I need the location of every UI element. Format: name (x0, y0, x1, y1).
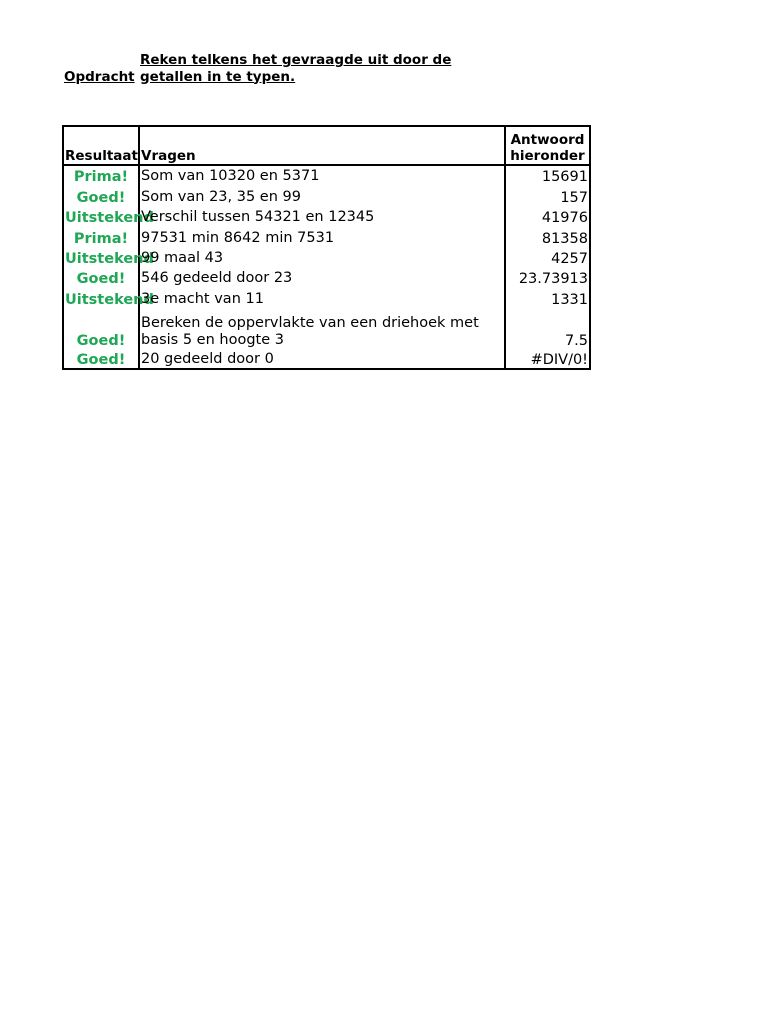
instruction-text: Reken telkens het gevraagde uit door de getallen in te typen. (140, 52, 452, 85)
answer-cell[interactable]: 81358 (505, 226, 590, 246)
header-result: Resultaat (63, 126, 139, 165)
table-header-row (63, 126, 590, 165)
table-row (63, 206, 590, 226)
question-cell: Verschil tussen 54321 en 12345 (141, 209, 375, 226)
result-cell: Goed! (63, 349, 139, 369)
question-cell: Som van 23, 35 en 99 (141, 188, 301, 205)
table-row (63, 308, 590, 349)
answer-cell[interactable]: 4257 (505, 247, 590, 267)
result-cell: Uitstekend (63, 287, 139, 307)
question-cell: 20 gedeeld door 0 (141, 351, 274, 368)
result-cell: Uitstekend (63, 206, 139, 226)
question-cell: 99 maal 43 (141, 249, 224, 266)
answer-cell[interactable]: 41976 (505, 206, 590, 226)
table-row (63, 287, 590, 307)
result-cell: Goed! (63, 185, 139, 205)
table-row (63, 267, 590, 287)
questions-table (62, 125, 591, 370)
answer-cell[interactable]: #DIV/0! (505, 349, 590, 369)
table-row (63, 247, 590, 267)
table-row (63, 226, 590, 246)
answer-cell[interactable]: 23.73913 (505, 267, 590, 287)
result-cell: Goed! (63, 267, 139, 287)
table-row (63, 165, 590, 185)
question-cell: 3e macht van 11 (141, 290, 264, 307)
answer-cell[interactable]: 1331 (505, 287, 590, 307)
answer-cell[interactable]: 7.5 (505, 308, 590, 349)
result-cell: Goed! (63, 308, 139, 349)
answer-cell[interactable]: 157 (505, 185, 590, 205)
answer-cell[interactable]: 15691 (505, 165, 590, 185)
question-cell: Bereken de oppervlakte van een driehoek met basis 5 en hoogte 3 (141, 314, 479, 348)
opdracht-label: Opdracht (64, 69, 135, 85)
question-cell: Som van 10320 en 5371 (141, 168, 320, 185)
result-cell: Uitstekend (63, 247, 139, 267)
header-questions: Vragen (139, 126, 505, 165)
question-cell: 546 gedeeld door 23 (141, 270, 293, 287)
table-row (63, 349, 590, 369)
header-answer: Antwoord hieronder (505, 126, 590, 165)
result-cell: Prima! (63, 165, 139, 185)
result-cell: Prima! (63, 226, 139, 246)
table-row (63, 185, 590, 205)
question-cell: 97531 min 8642 min 7531 (141, 229, 335, 246)
